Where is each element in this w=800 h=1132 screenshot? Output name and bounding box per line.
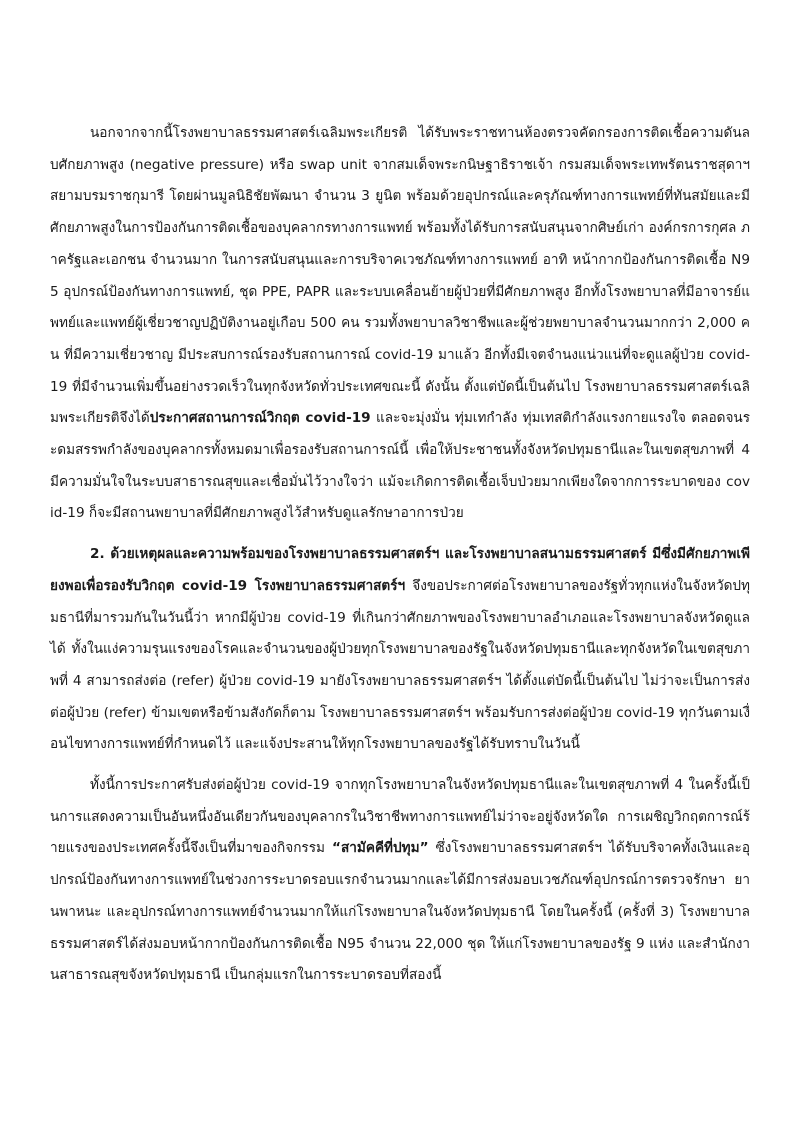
paragraph-2-bold-heading: 2. ด้วยเหตุผลและความพร้อมของโรงพยาบาลธรรมศาสตร์ฯ และโรงพยาบาลสนามธรรมศาสตร์ มีซึ่งมีศักยภาพเพียงพอเพื่อรองรับวิกฤต covid-19 โรงพยาบาลธรรมศาสตร์ฯ (50, 546, 750, 594)
paragraph-3-bold-activity: “สามัคคีที่ปทุม” (332, 840, 429, 857)
paragraph-unity-activity (50, 770, 750, 992)
paragraph-referral-announcement (50, 539, 750, 761)
paragraph-1-text-end: และจะมุ่งมั่น ทุ่มเทกำลัง ทุ่มเทสติกำลังแรงกายแรงใจ ตลอดจนระดมสรรพกำลังของบุคลากรทั้งหมดมาเพื่อรองรับสถานการณ์นี้ เพื่อให้ประชาชนทั้งจังหวัดปทุมธานีและในเขตสุขภาพที่ 4 มีความมั่นใจในระบบสาธารณสุขและเชื่อมั่นไว้วางใจว่า แม้จะเกิดการติดเชื้อเจ็บป่วยมากเพียงใดจากการระบาดของ covid-19 ก็จะมีสถานพยาบาลที่มีศักยภาพสูงไว้สำหรับดูแลรักษาอาการป่วย (50, 410, 750, 522)
paragraph-3-text-end: ซึ่งโรงพยาบาลธรรมศาสตร์ฯ ได้รับบริจาคทั้งเงินและอุปกรณ์ป้องกันทางการแพทย์ในช่วงการระบาดรอบแรกจำนวนมากและได้มีการส่งมอบเวชภัณฑ์อุปกรณ์การตรวจรักษา ยานพาหนะ และอุปกรณ์ทางการแพทย์จำนวนมากให้แก่โรงพยาบาลในจังหวัดปทุมธานี โดยในครั้งนี้ (ครั้งที่ 3) โรงพยาบาลธรรมศาสตร์ได้ส่งมอบหน้ากากป้องกันการติดเชื้อ N95 จำนวน 22,000 ชุด ให้แก่โรงพยาบาลของรัฐ 9 แห่ง และสำนักงานสาธารณสุขจังหวัดปทุมธานี เป็นกลุ่มแรกในการระบาดรอบที่สองนี้ (50, 840, 750, 984)
paragraph-2-text: จึงขอประกาศต่อโรงพยาบาลของรัฐทั่วทุกแห่งในจังหวัดปทุมธานีที่มารวมกันในวันนี้ว่า หากมีผู้ป่วย covid-19 ที่เกินกว่าศักยภาพของโรงพยาบาลอำเภอและโรงพยาบาลจังหวัดดูแลได้ ทั้งในแง่ความรุนแรงของโรคและจำนวนของผู้ป่วยทุกโรงพยาบาลของรัฐในจังหวัดปทุมธานีและทุกจังหวัดในเขตสุขภาพที่ 4 สามารถส่งต่อ (refer) ผู้ป่วย covid-19 มายังโรงพยาบาลธรรมศาสตร์ฯ ได้ตั้งแต่บัดนี้เป็นต้นไป ไม่ว่าจะเป็นการส่งต่อผู้ป่วย (refer) ข้ามเขตหรือข้ามสังกัดก็ตาม โรงพยาบาลธรรมศาสตร์ฯ พร้อมรับการส่งต่อผู้ป่วย covid-19 ทุกวันตามเงื่อนไขทางการแพทย์ที่กำหนดไว้ และแจ้งประสานให้ทุกโรงพยาบาลของรัฐได้รับทราบในวันนี้ (50, 577, 751, 753)
paragraph-3-text: ทั้งนี้การประกาศรับส่งต่อผู้ป่วย covid-19 จากทุกโรงพยาบาลในจังหวัดปทุมธานีและในเขตสุขภาพที่ 4 ในครั้งนี้เป็นการแสดงความเป็นอันหนึ่งอันเดียวกันของบุคลากรในวิชาชีพทางการแพทย์ไม่ว่าจะอยู่จังหวัดใด การเผชิญวิกฤตการณ์ร้ายแรงของประเทศครั้งนี้จึงเป็นที่มาของกิจกรรม (50, 777, 750, 857)
paragraph-1-text: นอกจากจากนี้โรงพยาบาลธรรมศาสตร์เฉลิมพระเกียรติ ได้รับพระราชทานห้องตรวจคัดกรองการติดเชื้อความดันลบศักยภาพสูง (negative pressure) หรือ swap unit จากสมเด็จพระกนิษฐาธิราชเจ้า กรมสมเด็จพระเทพรัตนราชสุดาฯ สยามบรมราชกุมารี โดยผ่านมูลนิธิชัยพัฒนา จำนวน 3 ยูนิต พร้อมด้วยอุปกรณ์และครุภัณฑ์ทางการแพทย์ที่ทันสมัยและมีศักยภาพสูงในการป้องกันการติดเชื้อของบุคลากรทางการแพทย์ พร้อมทั้งได้รับการสนับสนุนจากศิษย์เก่า องค์กรการกุศล ภาครัฐและเอกชน จำนวนมาก ในการสนับสนุนและการบริจาคเวชภัณฑ์ทางการแพทย์ อาทิ หน้ากากป้องกันการติดเชื้อ N95 อุปกรณ์ป้องกันทางการแพทย์, ชุด PPE, PAPR และระบบเคลื่อนย้ายผู้ป่วยที่มีศักยภาพสูง อีกทั้งโรงพยาบาลที่มีอาจารย์แพทย์และแพทย์ผู้เชี่ยวชาญปฏิบัติงานอยู่เกือบ 500 คน รวมทั้งพยาบาลวิชาชีพและผู้ช่วยพยาบาลจำนวนมากกว่า 2,000 คน ที่มีความเชี่ยวชาญ มีประสบการณ์รองรับสถานการณ์ covid-19 มาแล้ว อีกทั้งมีเจตจำนงแน่วแน่ที่จะดูแลผู้ป่วย covid-19 ที่มีจำนวนเพิ่มขึ้นอย่างรวดเร็วในทุกจังหวัดทั่วประเทศขณะนี้ ดังนั้น ตั้งแต่บัดนี้เป็นต้นไป โรงพยาบาลธรรมศาสตร์เฉลิมพระเกียรติจึงได้ (50, 125, 750, 427)
paragraph-1-bold-crisis: ประกาศสถานการณ์วิกฤต covid-19 (149, 410, 371, 427)
paragraph-equipment-support (50, 118, 750, 530)
